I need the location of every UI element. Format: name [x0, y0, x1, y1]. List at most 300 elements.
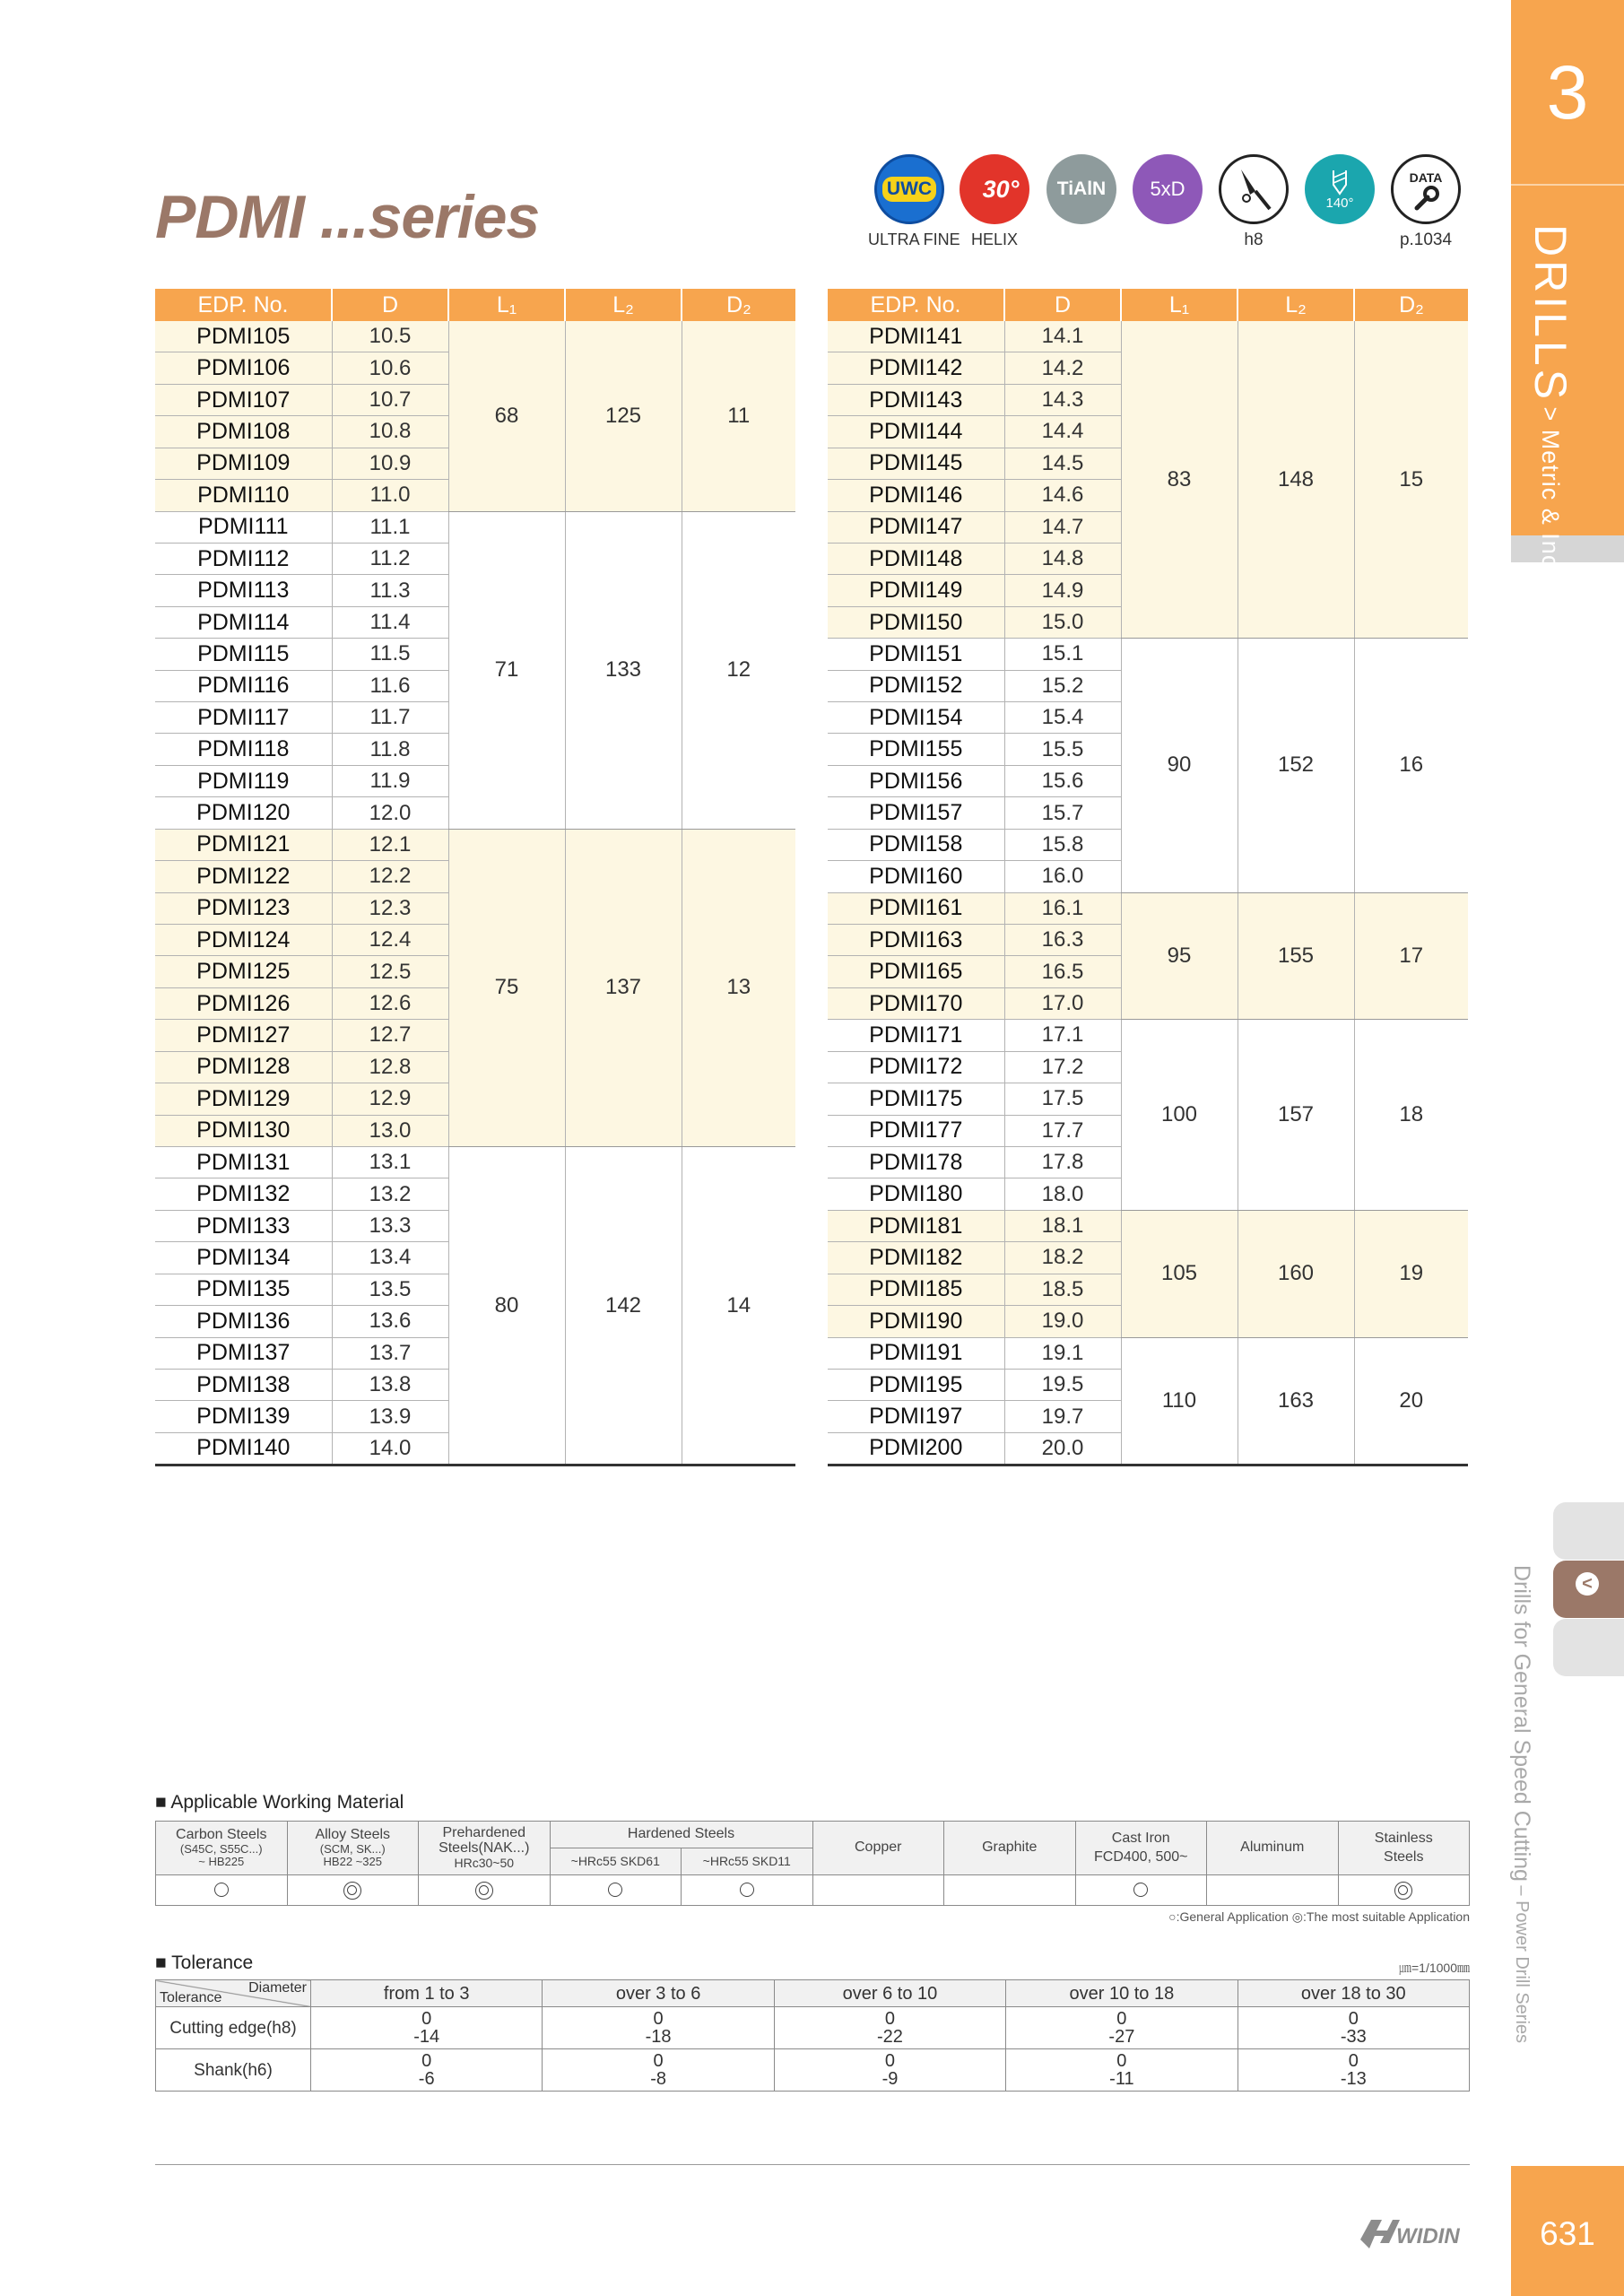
- prehard-name: Prehardened: [442, 1825, 525, 1841]
- diameter-value: 15.7: [1004, 797, 1121, 829]
- chevron-left-icon[interactable]: <: [1576, 1572, 1599, 1596]
- d2-value: 18: [1354, 1020, 1468, 1211]
- data-icon: [1391, 154, 1461, 224]
- most-suitable-icon: [343, 1882, 361, 1900]
- diameter-value: 11.6: [332, 670, 448, 701]
- d2-value: 15: [1354, 321, 1468, 639]
- diameter-value: 12.4: [332, 925, 448, 956]
- diameter-value: 13.3: [332, 1210, 448, 1241]
- diameter-value: 14.6: [1004, 480, 1121, 511]
- diameter-value: 12.0: [332, 797, 448, 829]
- edp-number: PDMI156: [828, 765, 1004, 796]
- upper-limit: 0: [1116, 2009, 1127, 2029]
- edp-number: PDMI128: [155, 1051, 332, 1083]
- diameter-range-header: over 3 to 6: [543, 1980, 774, 2007]
- most-suitable-icon: [1394, 1882, 1412, 1900]
- tolerance-unit: ㎛=1/1000㎜: [1399, 1961, 1470, 1975]
- l1-value: 75: [448, 829, 565, 1146]
- drill-shank-icon: [1229, 164, 1279, 214]
- alloy-sub2: HB22 ~325: [323, 1854, 382, 1868]
- edp-number: PDMI142: [828, 352, 1004, 384]
- upper-limit: 0: [421, 2051, 432, 2071]
- carbon-steels-cell: [156, 1822, 288, 1875]
- diameter-value: 11.3: [332, 575, 448, 606]
- column-header: L₂: [565, 289, 682, 321]
- diameter-value: 13.6: [332, 1306, 448, 1337]
- table-row: [828, 1210, 1468, 1241]
- subcategory-title: > Metric & Inch: [1537, 406, 1564, 583]
- l1-value: 80: [448, 1146, 565, 1465]
- edp-number: PDMI138: [155, 1369, 332, 1400]
- diameter-value: 17.1: [1004, 1020, 1121, 1051]
- tolerance-section-title: ■ Tolerance: [155, 1952, 254, 1973]
- suitability-cell: [419, 1875, 551, 1906]
- edp-number: PDMI127: [155, 1020, 332, 1051]
- column-header: L₁: [1121, 289, 1238, 321]
- column-header: EDP. No.: [155, 289, 332, 321]
- tolerance-corner-cell: [156, 1980, 311, 2007]
- tolerance-value: [774, 2007, 1005, 2049]
- suitability-cell: [944, 1875, 1076, 1906]
- edp-number: PDMI141: [828, 321, 1004, 352]
- column-header: L₁: [448, 289, 565, 321]
- d2-value: 17: [1354, 892, 1468, 1020]
- carbon-sub1: (S45C, S55C...): [179, 1842, 263, 1857]
- diameter-value: 11.5: [332, 639, 448, 670]
- material-suitability-row: [156, 1875, 1470, 1906]
- diameter-range-header: over 10 to 18: [1006, 1980, 1238, 2007]
- diameter-value: 16.1: [1004, 892, 1121, 924]
- edp-number: PDMI108: [155, 416, 332, 448]
- point-angle-icon: [1305, 154, 1375, 224]
- diameter-value: 13.2: [332, 1178, 448, 1210]
- edp-number: PDMI110: [155, 480, 332, 511]
- suitability-cell: [287, 1875, 419, 1906]
- l2-value: 163: [1238, 1337, 1354, 1465]
- diameter-value: 15.6: [1004, 765, 1121, 796]
- column-header: D₂: [682, 289, 795, 321]
- column-header: D: [1004, 289, 1121, 321]
- upper-limit: 0: [1348, 2051, 1359, 2071]
- lower-limit: -13: [1340, 2069, 1367, 2089]
- diameter-value: 12.7: [332, 1020, 448, 1051]
- edp-number: PDMI154: [828, 702, 1004, 734]
- diameter-value: 16.0: [1004, 861, 1121, 892]
- l2-value: 125: [565, 321, 682, 511]
- diameter-value: 10.5: [332, 321, 448, 352]
- diameter-value: 11.9: [332, 765, 448, 796]
- diameter-value: 11.0: [332, 480, 448, 511]
- edp-number: PDMI122: [155, 861, 332, 892]
- edp-number: PDMI134: [155, 1242, 332, 1274]
- series-subtitle: – Power Drill Series: [1512, 1885, 1532, 2044]
- tolerance-value: [311, 2007, 543, 2049]
- table-header: [828, 289, 1468, 321]
- edp-number: PDMI171: [828, 1020, 1004, 1051]
- edp-number: PDMI140: [155, 1432, 332, 1465]
- diameter-value: 16.5: [1004, 956, 1121, 987]
- edp-number: PDMI139: [155, 1401, 332, 1432]
- l1-value: 90: [1121, 639, 1238, 892]
- edp-number: PDMI165: [828, 956, 1004, 987]
- coating-text: TiAlN: [1056, 178, 1107, 199]
- edp-number: PDMI121: [155, 829, 332, 860]
- tolerance-value: [1006, 2007, 1238, 2049]
- page-number: 631: [1540, 2215, 1595, 2252]
- diameter-value: 19.5: [1004, 1369, 1121, 1400]
- edp-number: PDMI178: [828, 1146, 1004, 1178]
- right-product-table: [828, 289, 1468, 1466]
- uwc-icon: [874, 154, 944, 224]
- edp-number: PDMI177: [828, 1115, 1004, 1146]
- suitability-cell: [550, 1875, 682, 1906]
- h8-label: h8: [1244, 230, 1264, 249]
- diameter-header: Diameter: [248, 1980, 307, 1996]
- carbon-name: Carbon Steels: [176, 1827, 267, 1843]
- diameter-value: 18.0: [1004, 1178, 1121, 1210]
- edp-number: PDMI114: [155, 606, 332, 638]
- castiron-name: Cast Iron: [1111, 1830, 1170, 1846]
- diameter-value: 13.4: [332, 1242, 448, 1274]
- logo-text: WIDIN: [1396, 2224, 1460, 2248]
- edp-number: PDMI185: [828, 1274, 1004, 1305]
- tolerance-value: [543, 2007, 774, 2049]
- d2-value: 12: [682, 511, 795, 829]
- material-section-title: ■ Applicable Working Material: [155, 1792, 404, 1813]
- table-row: [828, 639, 1468, 670]
- upper-limit: 0: [421, 2009, 432, 2029]
- hardened-skd61-cell: ~HRc55 SKD61: [550, 1848, 682, 1875]
- edp-number: PDMI172: [828, 1051, 1004, 1083]
- diameter-value: 13.9: [332, 1401, 448, 1432]
- series-label: [1508, 1565, 1534, 2043]
- alloy-name: Alloy Steels: [315, 1827, 391, 1843]
- column-header: D: [332, 289, 448, 321]
- column-header: EDP. No.: [828, 289, 1004, 321]
- most-suitable-icon: [475, 1882, 493, 1900]
- diameter-value: 12.8: [332, 1051, 448, 1083]
- edp-number: PDMI147: [828, 511, 1004, 543]
- category-label: [1524, 224, 1576, 582]
- tolerance-row-label: Shank(h6): [156, 2049, 311, 2092]
- stainless-cell: [1338, 1822, 1470, 1875]
- angle-text: 140°: [1325, 195, 1354, 211]
- l2-value: 142: [565, 1146, 682, 1465]
- diameter-value: 18.1: [1004, 1210, 1121, 1241]
- tolerance-header: Tolerance: [160, 1990, 222, 2005]
- d2-value: 16: [1354, 639, 1468, 892]
- general-application-icon: [740, 1883, 754, 1897]
- data-text: DATA: [1409, 170, 1443, 185]
- drill-point-icon: [1326, 169, 1353, 196]
- diameter-range-header: over 6 to 10: [774, 1980, 1005, 2007]
- diameter-value: 12.1: [332, 829, 448, 860]
- stainless-sub: Steels: [1384, 1848, 1424, 1865]
- l2-value: 152: [1238, 639, 1354, 892]
- upper-limit: 0: [653, 2009, 664, 2029]
- alloy-sub1: (SCM, SK...): [319, 1842, 386, 1857]
- edp-number: PDMI170: [828, 987, 1004, 1019]
- diameter-value: 17.5: [1004, 1083, 1121, 1115]
- edp-number: PDMI197: [828, 1401, 1004, 1432]
- table-row: [828, 1337, 1468, 1369]
- edp-number: PDMI132: [155, 1178, 332, 1210]
- tolerance-value: [1238, 2049, 1469, 2092]
- material-legend: ○:General Application ◎:The most suitable Application: [1168, 1909, 1470, 1924]
- edp-number: PDMI136: [155, 1306, 332, 1337]
- diameter-value: 10.6: [332, 352, 448, 384]
- length-text: 5xD: [1150, 178, 1185, 200]
- lower-limit: -22: [877, 2027, 903, 2047]
- prehardened-cell: [419, 1822, 551, 1875]
- diameter-value: 17.7: [1004, 1115, 1121, 1146]
- general-application-icon: [1133, 1883, 1148, 1897]
- suitability-cell: [1338, 1875, 1470, 1906]
- diameter-value: 12.2: [332, 861, 448, 892]
- l2-value: 148: [1238, 321, 1354, 639]
- table-row: [155, 1146, 795, 1178]
- edp-number: PDMI125: [155, 956, 332, 987]
- wrench-icon: [1411, 185, 1440, 212]
- edp-number: PDMI180: [828, 1178, 1004, 1210]
- l2-value: 133: [565, 511, 682, 829]
- aluminum-cell: Aluminum: [1207, 1822, 1339, 1875]
- tolerance-table: [155, 1979, 1470, 2092]
- table-row: [828, 892, 1468, 924]
- edp-number: PDMI191: [828, 1337, 1004, 1369]
- diameter-value: 14.2: [1004, 352, 1121, 384]
- diameter-value: 10.9: [332, 448, 448, 479]
- edp-number: PDMI182: [828, 1242, 1004, 1274]
- l1-value: 83: [1121, 321, 1238, 639]
- edp-number: PDMI133: [155, 1210, 332, 1241]
- tolerance-value: [1006, 2049, 1238, 2092]
- l1-value: 68: [448, 321, 565, 511]
- diameter-value: 11.1: [332, 511, 448, 543]
- edp-number: PDMI137: [155, 1337, 332, 1369]
- lower-limit: -18: [645, 2027, 672, 2047]
- lower-limit: -27: [1108, 2027, 1135, 2047]
- l2-value: 155: [1238, 892, 1354, 1020]
- lower-limit: -8: [650, 2069, 666, 2089]
- lower-limit: -33: [1340, 2027, 1367, 2047]
- suitability-cell: [1207, 1875, 1339, 1906]
- edp-number: PDMI149: [828, 575, 1004, 606]
- edp-number: PDMI115: [155, 639, 332, 670]
- diameter-value: 15.5: [1004, 734, 1121, 765]
- edp-number: PDMI151: [828, 639, 1004, 670]
- diameter-value: 19.7: [1004, 1401, 1121, 1432]
- uwc-text: UWC: [882, 177, 936, 202]
- diameter-value: 16.3: [1004, 925, 1121, 956]
- data-page-label: p.1034: [1399, 230, 1453, 249]
- d2-value: 11: [682, 321, 795, 511]
- h8-tolerance-icon: [1219, 154, 1289, 224]
- helix-label: HELIX: [970, 230, 1019, 248]
- edp-number: PDMI146: [828, 480, 1004, 511]
- table-row: [828, 321, 1468, 352]
- diameter-value: 18.5: [1004, 1274, 1121, 1305]
- upper-limit: 0: [884, 2009, 896, 2029]
- hardened-steels-cell: Hardened Steels: [550, 1822, 812, 1848]
- lower-limit: -11: [1109, 2069, 1134, 2089]
- edp-number: PDMI112: [155, 543, 332, 574]
- diameter-range-header: from 1 to 3: [311, 1980, 543, 2007]
- diameter-value: 13.0: [332, 1115, 448, 1146]
- tolerance-header-row: [156, 1980, 1470, 2007]
- diameter-value: 17.2: [1004, 1051, 1121, 1083]
- tolerance-value: [311, 2049, 543, 2092]
- d2-value: 19: [1354, 1210, 1468, 1337]
- edp-number: PDMI111: [155, 511, 332, 543]
- suitability-cell: [682, 1875, 813, 1906]
- alloy-steels-cell: [287, 1822, 419, 1875]
- tolerance-row-label: Cutting edge(h8): [156, 2007, 311, 2049]
- diameter-value: 13.8: [332, 1369, 448, 1400]
- edp-number: PDMI120: [155, 797, 332, 829]
- diameter-value: 14.8: [1004, 543, 1121, 574]
- castiron-sub: FCD400, 500~: [1093, 1848, 1188, 1865]
- edp-number: PDMI131: [155, 1146, 332, 1178]
- table-header: [155, 289, 795, 321]
- nav-tab-1[interactable]: [1553, 1502, 1624, 1560]
- tolerance-value: [774, 2049, 1005, 2092]
- edp-number: PDMI190: [828, 1306, 1004, 1337]
- edp-number: PDMI150: [828, 606, 1004, 638]
- cast-iron-cell: [1075, 1822, 1207, 1875]
- diameter-value: 15.4: [1004, 702, 1121, 734]
- diameter-value: 12.3: [332, 892, 448, 924]
- edp-number: PDMI123: [155, 892, 332, 924]
- column-header: D₂: [1354, 289, 1468, 321]
- diameter-value: 13.7: [332, 1337, 448, 1369]
- diameter-value: 14.4: [1004, 416, 1121, 448]
- edp-number: PDMI105: [155, 321, 332, 352]
- edp-number: PDMI124: [155, 925, 332, 956]
- diameter-value: 10.7: [332, 384, 448, 415]
- edp-number: PDMI157: [828, 797, 1004, 829]
- l2-value: 137: [565, 829, 682, 1146]
- diameter-value: 15.2: [1004, 670, 1121, 701]
- edp-number: PDMI163: [828, 925, 1004, 956]
- edp-number: PDMI200: [828, 1432, 1004, 1465]
- general-application-icon: [214, 1883, 229, 1897]
- l1-value: 95: [1121, 892, 1238, 1020]
- prehard-sub2: HRc30~50: [454, 1855, 515, 1870]
- edp-number: PDMI144: [828, 416, 1004, 448]
- edp-number: PDMI130: [155, 1115, 332, 1146]
- d2-value: 20: [1354, 1337, 1468, 1465]
- length-5xd-icon: [1133, 154, 1203, 224]
- diameter-value: 14.0: [332, 1432, 448, 1465]
- edp-number: PDMI195: [828, 1369, 1004, 1400]
- l1-value: 110: [1121, 1337, 1238, 1465]
- diameter-value: 11.4: [332, 606, 448, 638]
- column-header: L₂: [1238, 289, 1354, 321]
- diameter-value: 18.2: [1004, 1242, 1121, 1274]
- nav-tab-3[interactable]: [1553, 1619, 1624, 1676]
- edp-number: PDMI175: [828, 1083, 1004, 1115]
- l1-value: 71: [448, 511, 565, 829]
- prehard-sub1: Steels(NAK...): [439, 1840, 530, 1857]
- diameter-value: 13.5: [332, 1274, 448, 1305]
- copper-cell: Copper: [812, 1822, 944, 1875]
- footer-divider: [155, 2164, 1470, 2165]
- edp-number: PDMI158: [828, 829, 1004, 860]
- edp-number: PDMI161: [828, 892, 1004, 924]
- suitability-cell: [156, 1875, 288, 1906]
- edp-number: PDMI117: [155, 702, 332, 734]
- edp-number: PDMI107: [155, 384, 332, 415]
- diameter-value: 12.9: [332, 1083, 448, 1115]
- helix-text: 30°: [982, 175, 1020, 203]
- edp-number: PDMI145: [828, 448, 1004, 479]
- suitability-cell: [1075, 1875, 1207, 1906]
- diameter-value: 15.0: [1004, 606, 1121, 638]
- l2-value: 157: [1238, 1020, 1354, 1211]
- diameter-value: 17.0: [1004, 987, 1121, 1019]
- diameter-value: 14.5: [1004, 448, 1121, 479]
- diameter-value: 10.8: [332, 416, 448, 448]
- diameter-value: 15.8: [1004, 829, 1121, 860]
- table-row: [828, 1020, 1468, 1051]
- diameter-value: 11.8: [332, 734, 448, 765]
- tolerance-row: [156, 2049, 1470, 2092]
- diameter-value: 19.0: [1004, 1306, 1121, 1337]
- edp-number: PDMI116: [155, 670, 332, 701]
- edp-number: PDMI152: [828, 670, 1004, 701]
- page-title: PDMI ...series: [155, 183, 540, 251]
- diameter-value: 17.8: [1004, 1146, 1121, 1178]
- diameter-value: 11.2: [332, 543, 448, 574]
- d2-value: 13: [682, 829, 795, 1146]
- left-product-table: [155, 289, 795, 1466]
- diameter-value: 11.7: [332, 702, 448, 734]
- stainless-name: Stainless: [1374, 1830, 1433, 1846]
- edp-number: PDMI106: [155, 352, 332, 384]
- edp-number: PDMI135: [155, 1274, 332, 1305]
- l1-value: 105: [1121, 1210, 1238, 1337]
- edp-number: PDMI118: [155, 734, 332, 765]
- chapter-number: 3: [1546, 50, 1589, 135]
- diameter-range-header: over 18 to 30: [1238, 1980, 1469, 2007]
- category-title: DRILLS: [1525, 224, 1576, 404]
- l1-value: 100: [1121, 1020, 1238, 1211]
- diameter-value: 13.1: [332, 1146, 448, 1178]
- lower-limit: -6: [418, 2069, 435, 2089]
- tolerance-value: [543, 2049, 774, 2092]
- d2-value: 14: [682, 1146, 795, 1465]
- ultra-fine-label: ULTRA FINE: [868, 230, 960, 248]
- diameter-value: 12.6: [332, 987, 448, 1019]
- upper-limit: 0: [653, 2051, 664, 2071]
- edp-number: PDMI143: [828, 384, 1004, 415]
- upper-limit: 0: [1348, 2009, 1359, 2029]
- widin-logo: [1357, 2213, 1472, 2256]
- diameter-value: 20.0: [1004, 1432, 1121, 1465]
- edp-number: PDMI160: [828, 861, 1004, 892]
- diameter-value: 19.1: [1004, 1337, 1121, 1369]
- edp-number: PDMI119: [155, 765, 332, 796]
- graphite-cell: Graphite: [944, 1822, 1076, 1875]
- lower-limit: -14: [413, 2027, 440, 2047]
- series-title: Drills for General Speed Cutting: [1509, 1565, 1534, 1882]
- diameter-value: 15.1: [1004, 639, 1121, 670]
- table-row: [155, 511, 795, 543]
- diameter-value: 14.9: [1004, 575, 1121, 606]
- edp-number: PDMI109: [155, 448, 332, 479]
- tolerance-row: [156, 2007, 1470, 2049]
